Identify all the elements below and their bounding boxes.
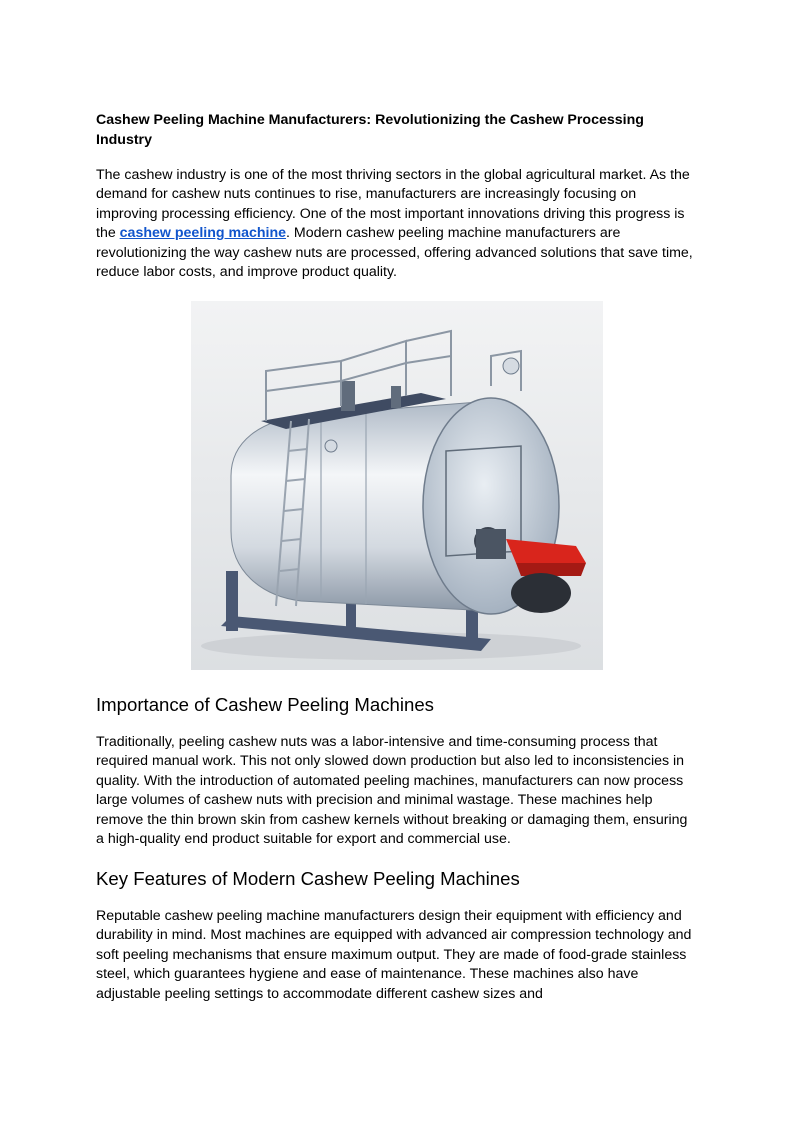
- section-body-key-features: Reputable cashew peeling machine manufacturers design their equipment with efficiency and durability in mind. Most machines are equipped with advanced air compression technology and soft peeling mechanisms that ensure maximum output. They are made of food-grade stainless steel, which guarantees hygiene and ease of maintenance. These machines also have adjustable peeling settings to accommodate different cashew sizes and: [96, 908, 692, 1002]
- intro-paragraph: [96, 166, 698, 282]
- section-heading-importance: Importance of Cashew Peeling Machines: [96, 694, 434, 715]
- intro-text-end: . Modern cashew peeling machine manufacturers are revolutionizing the way cashew nuts are processed, offering advanced solutions that save time, reduce labor costs, and improve product quality.: [96, 225, 693, 281]
- boiler-machine-image: [191, 301, 603, 670]
- article: [96, 110, 698, 282]
- section-body-importance: Traditionally, peeling cashew nuts was a labor-intensive and time-consuming process that required manual work. This not only slowed down production but also led to inconsistencies in quality. With the introduction of automated peeling machines, manufacturers can now process large volumes of cashew nuts with precision and minimal wastage. These machines help remove the thin brown skin from cashew kernels without breaking or damaging them, ensuring a high-quality end product suitable for export and commercial use.: [96, 734, 688, 848]
- section-heading-key-features: Key Features of Modern Cashew Peeling Machines: [96, 868, 520, 889]
- intro-text-start: The cashew industry is one of the most thriving sectors in the global agricultural market. As the demand for cashew nuts continues to rise, manufacturers are increasingly focusing on improving processing efficiency. One of the most important innovations driving this progress is the: [96, 167, 690, 242]
- article-title: Cashew Peeling Machine Manufacturers: Revolutionizing the Cashew Processing Industry: [96, 112, 644, 148]
- cashew-peeling-machine-link[interactable]: cashew peeling machine: [119, 225, 287, 242]
- industrial-boiler-image: [191, 301, 603, 670]
